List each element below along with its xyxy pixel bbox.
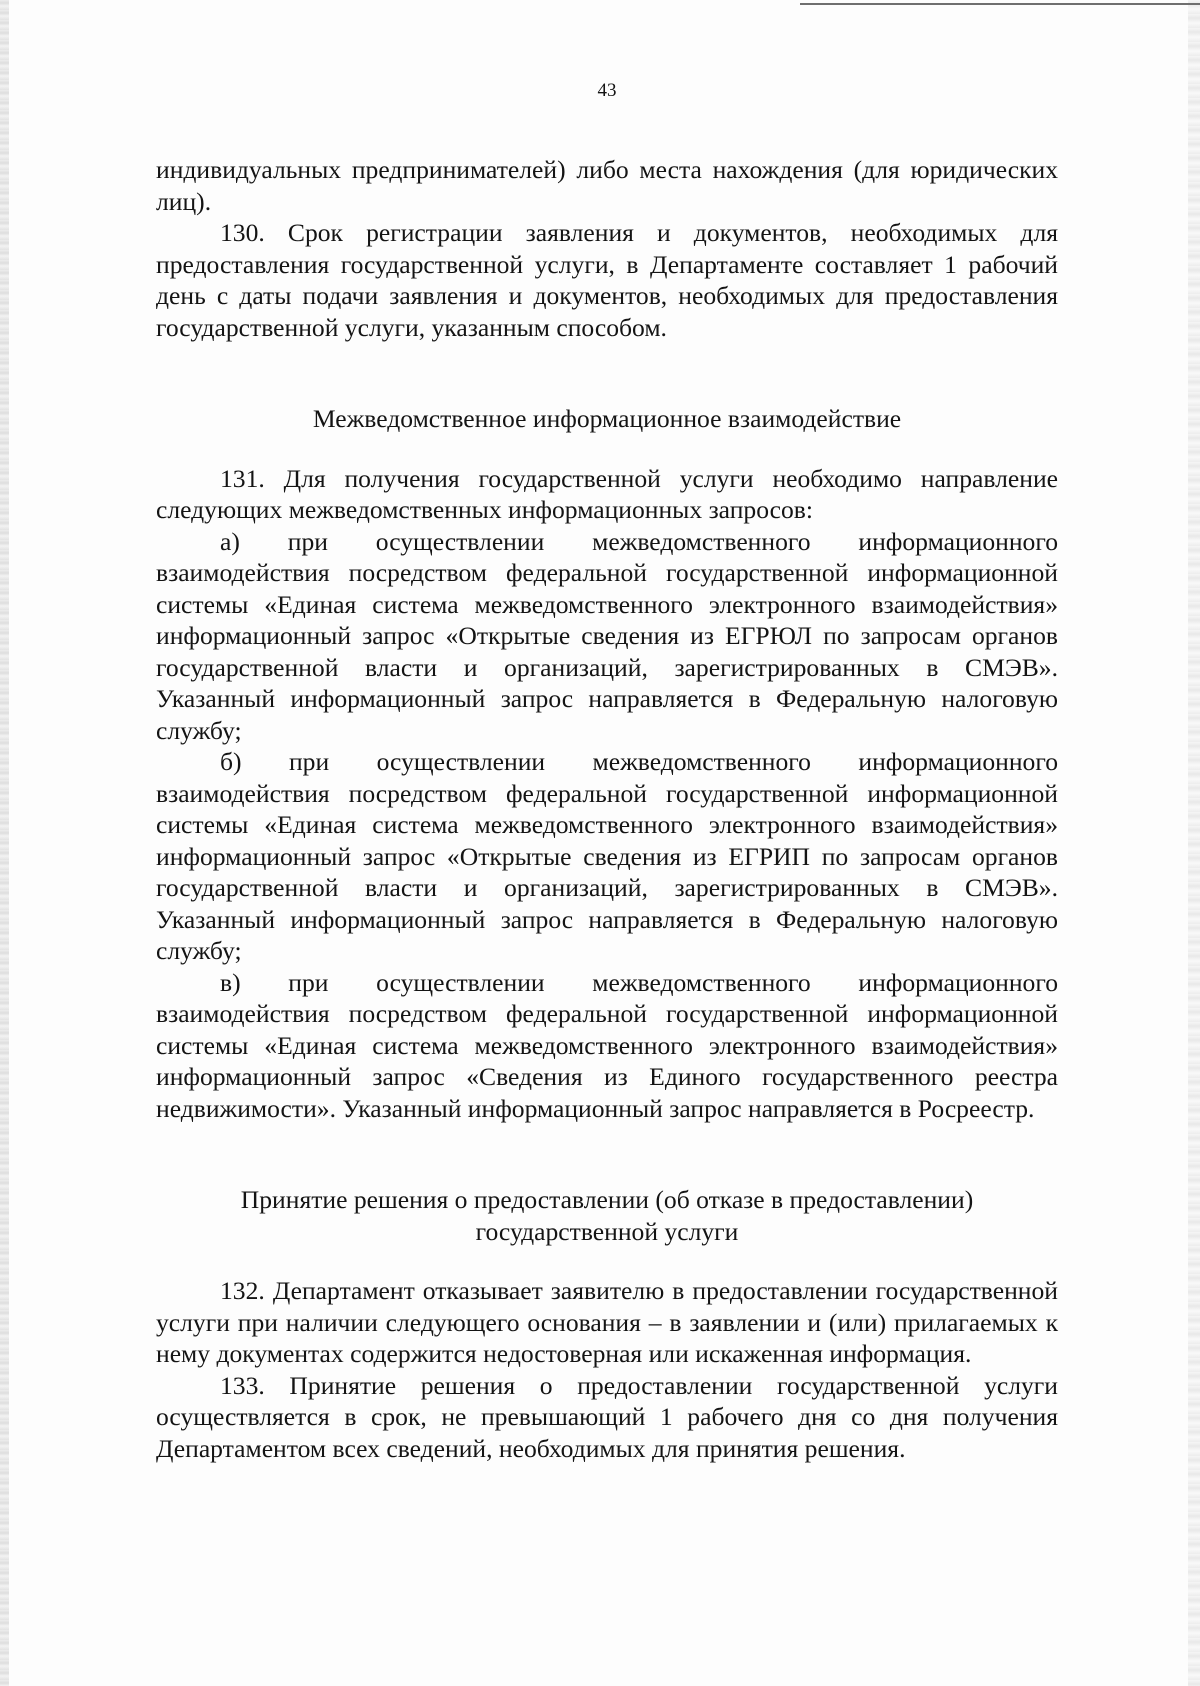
section-gap bbox=[156, 343, 1058, 403]
section-heading-decision bbox=[156, 1184, 1058, 1247]
section-gap bbox=[156, 435, 1058, 463]
paragraph-131-a: а) при осуществлении межведомственного информационного взаимодействия посредством федеральной государственной информационной системы «Единая система межведомственного электронного взаимодействия» информационный запрос «Открытые сведения из ЕГРЮЛ по запросам органов государственной власти и организаций, зарегистрированных в СМЭВ». Указанный информационный запрос направляется в Федеральную налоговую службу; bbox=[156, 526, 1058, 745]
paragraph-131-b: б) при осуществлении межведомственного информационного взаимодействия посредством федеральной государственной информационной системы «Единая система межведомственного электронного взаимодействия» информационный запрос «Открытые сведения из ЕГРИП по запросам органов государственной власти и организаций, зарегистрированных в СМЭВ». Указанный информационный запрос направляется в Федеральную налоговую службу; bbox=[156, 747, 1058, 965]
paragraph-133: 133. Принятие решения о предоставлении государственной услуги осуществляется в срок, не превышающий 1 рабочего дня со дня получения Департаментом всех сведений, необходимых для принятия решения. bbox=[156, 1370, 1058, 1463]
section-heading-interagency: Межведомственное информационное взаимодействие bbox=[312, 404, 902, 433]
section-gap bbox=[156, 1247, 1058, 1275]
section-heading-decision-line1: Принятие решения о предоставлении (об отказе в предоставлении) bbox=[240, 1185, 974, 1214]
top-rule bbox=[800, 3, 1200, 5]
section-gap bbox=[156, 1124, 1058, 1184]
paragraph-131-c: в) при осуществлении межведомственного информационного взаимодействия посредством федеральной государственной информационной системы «Единая система межведомственного электронного взаимодействия» информационный запрос «Сведения из Единого государственного реестра недвижимости». Указанный информационный запрос направляется в Росреестр. bbox=[156, 967, 1058, 1123]
paragraph-132: 132. Департамент отказывает заявителю в предоставлении государственной услуги при наличии следующего основания – в заявлении и (или) прилагаемых к нему документах содержится недостоверная или искаженная информация. bbox=[156, 1276, 1058, 1368]
scan-edge-right bbox=[1188, 0, 1200, 1686]
scan-edge-left bbox=[0, 0, 9, 1686]
section-heading-decision-line2: государственной услуги bbox=[475, 1216, 739, 1246]
paragraph-continuation: индивидуальных предпринимателей) либо места нахождения (для юридических лиц). bbox=[156, 155, 1058, 216]
paragraph-131: 131. Для получения государственной услуги необходимо направление следующих межведомственных информационных запросов: bbox=[156, 463, 1058, 524]
page-number: 43 bbox=[597, 80, 617, 101]
paragraph-130: 130. Срок регистрации заявления и документов, необходимых для предоставления государственной услуги, в Департаменте составляет 1 рабочий день с даты подачи заявления и документов, необходимых для предоставления государственной услуги, указанным способом. bbox=[156, 218, 1058, 342]
document-body bbox=[156, 80, 1058, 1464]
